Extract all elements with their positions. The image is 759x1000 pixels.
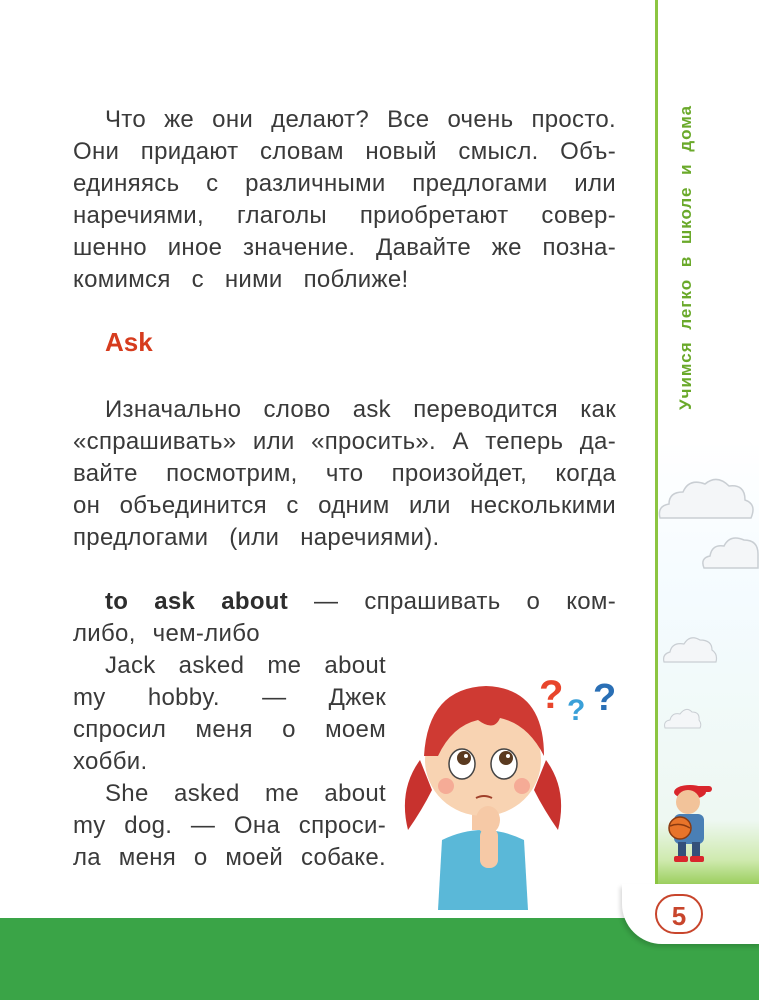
example-line: ла меня о моей собаке. [73, 844, 386, 871]
text-line: шенно иное значение. Давайте же позна- [73, 234, 616, 261]
side-title: Учимся легко в школе и дома [676, 104, 695, 410]
definition-line [73, 586, 616, 618]
text-line: Они придают словам новый смысл. Объ- [73, 138, 616, 165]
text-line: вайте посмотрим, что произойдет, когда [73, 460, 616, 487]
phrasal-verb-definition [73, 586, 616, 650]
text-line: Изначально слово ask переводится как [105, 396, 616, 423]
thinking-girl-illustration [398, 660, 568, 910]
explanation-paragraph [73, 394, 616, 554]
text-line: единяясь с различными предлогами или [73, 170, 616, 197]
text-line: либо, чем-либо [73, 620, 260, 647]
cloud-illustration [660, 632, 720, 668]
example-line: Jack asked me about [105, 652, 386, 679]
text-line: «спрашивать» или «просить». А теперь да- [73, 428, 616, 455]
example-line: my hobby. — Джек [73, 684, 386, 711]
cloud-illustration [655, 470, 759, 530]
example-line: my dog. — Она спроси- [73, 812, 386, 839]
phrasal-verb-term: to ask about [105, 588, 289, 615]
text-line: комимся с ними поближе! [73, 266, 409, 293]
page-number: 5 [655, 894, 703, 934]
example-line: хобби. [73, 748, 148, 775]
side-panel [655, 0, 759, 884]
section-heading: Ask [105, 327, 153, 357]
svg-text:?: ? [567, 694, 586, 727]
boy-with-ball-illustration [660, 776, 720, 864]
text-line: он объединится с одним или несколькими [73, 492, 616, 519]
text-line: наречиями, глаголы приобретают совер- [73, 202, 616, 229]
cloud-illustration [662, 706, 702, 732]
definition-text: — спрашивать о ком- [288, 588, 617, 615]
example-line: спросил меня о моем [73, 716, 386, 743]
cloud-illustration [700, 528, 759, 578]
svg-text:?: ? [593, 677, 617, 719]
examples-block [73, 650, 386, 874]
example-line: She asked me about [105, 780, 386, 807]
svg-text:?: ? [539, 673, 564, 717]
intro-paragraph [73, 104, 616, 296]
text-line: предлогами (или наречиями). [73, 524, 440, 551]
text-line: Что же они делают? Все очень просто. [105, 106, 616, 133]
